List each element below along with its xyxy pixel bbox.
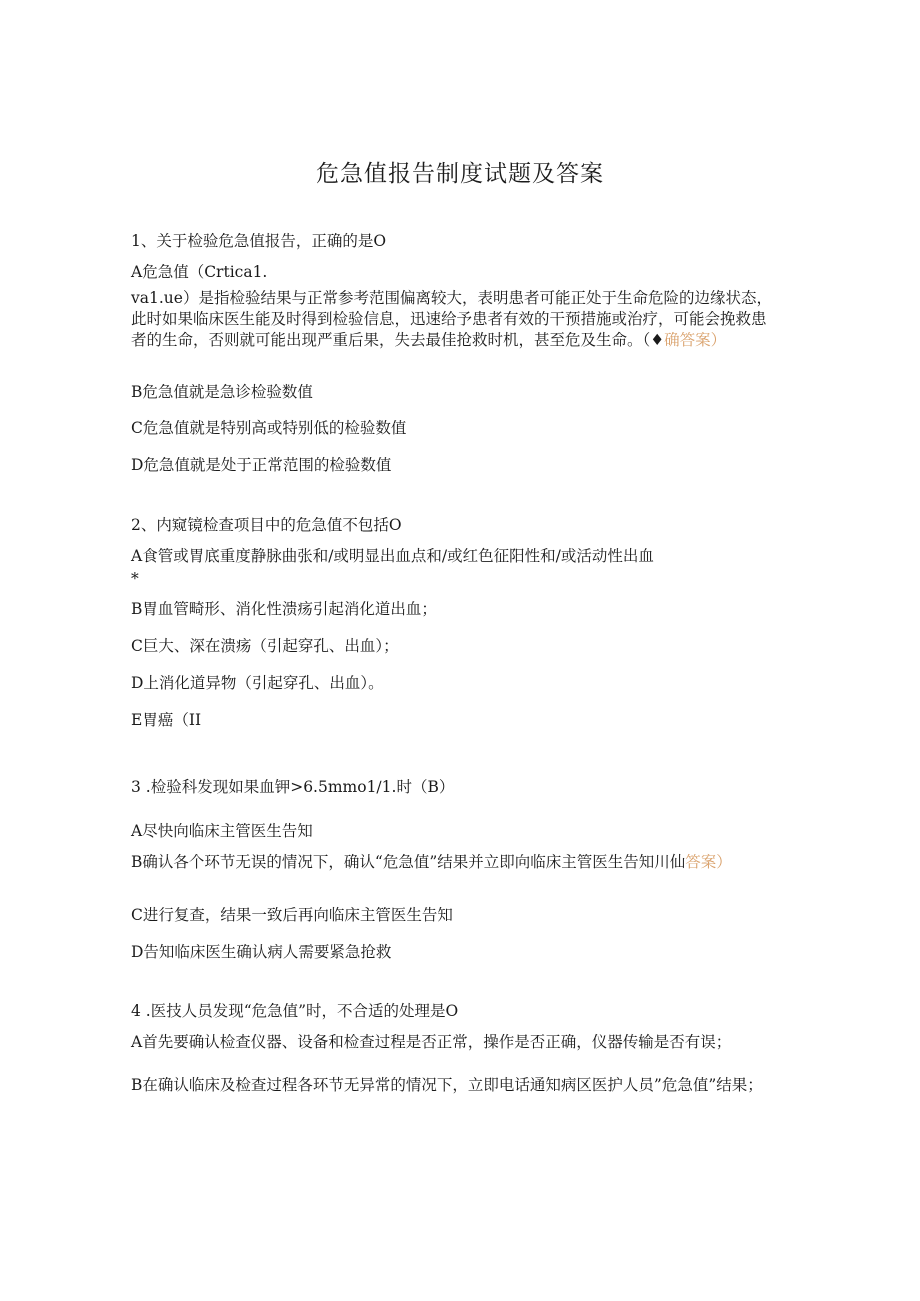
q4-option-b: B在确认临床及检查过程各环节无异常的情况下，立即电话通知病区医护人员”危急值”结果；: [131, 1076, 763, 1094]
page-title: 危急值报告制度试题及答案: [316, 161, 604, 187]
q2-option-e: E胃癌（II: [131, 711, 202, 729]
q3-option-b: [131, 852, 781, 873]
q3-option-a: A尽快向临床主管医生告知: [131, 822, 313, 840]
q1-option-a-body: [131, 288, 781, 351]
q2-option-b: B胃血管畸形、消化性溃疡引起消化道出血；: [131, 600, 437, 618]
q1-option-a-text: va1.ue）是指检验结果与正常参考范围偏离较大，表明患者可能正处于生命危险的边缘状态，此时如果临床医生能及时得到检验信息，迅速给予患者有效的干预措施或治疗，可能会挽救患者的生命，否则就可能出现严重后果，失去最佳抢救时机，甚至危及生命。（: [131, 289, 772, 349]
q1-option-a-start: A危急值（Crtica1.: [131, 263, 268, 281]
q4-option-a: A首先要确认检查仪器、设备和检查过程是否正常，操作是否正确，仪器传输是否有误；: [131, 1033, 732, 1051]
q3-option-b-text: B确认各个环节无误的情况下，确认“危急值”结果并立即向临床主管医生告知川仙: [131, 853, 686, 871]
diamond-icon: ♦: [650, 331, 665, 349]
q1-option-d: D危急值就是处于正常范围的检验数值: [131, 456, 392, 474]
q2-stem: 2、内窥镜检查项目中的危急值不包括O: [131, 516, 402, 534]
q3-option-c: C进行复查，结果一致后再向临床主管医生告知: [131, 906, 453, 924]
q3-option-d: D告知临床医生确认病人需要紧急抢救: [131, 943, 392, 961]
q2-option-a-cont: *: [131, 570, 139, 588]
q2-option-c: C巨大、深在溃疡（引起穿孔、出血）；: [131, 637, 399, 655]
q3-answer-mark: 答案）: [685, 853, 732, 871]
q4-stem: 4 .医技人员发现“危急值”时，不合适的处理是O: [131, 1002, 459, 1020]
q1-option-b: B危急值就是急诊检验数值: [131, 383, 313, 401]
q1-answer-mark: 确答案）: [664, 331, 727, 349]
q1-stem: 1、关于检验危急值报告，正确的是O: [131, 232, 387, 250]
q3-stem: 3 .检验科发现如果血钾>6.5mmo1∕1.时（B）: [131, 778, 455, 796]
q2-option-d: D上消化道异物（引起穿孔、出血）。: [131, 674, 384, 692]
q1-option-c: C危急值就是特别高或特别低的检验数值: [131, 419, 407, 437]
q2-option-a: A食管或胃底重度静脉曲张和/或明显出血点和/或红色征阳性和/或活动性出血: [131, 547, 654, 565]
